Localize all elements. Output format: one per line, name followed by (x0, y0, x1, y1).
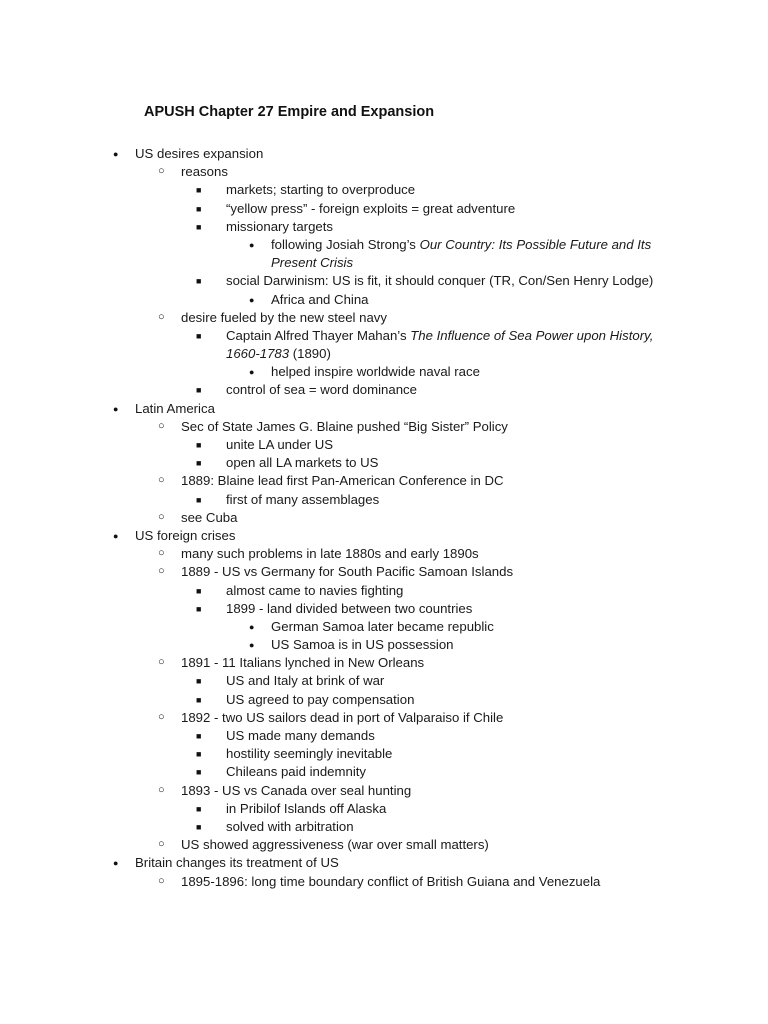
bullet-marker: ○ (158, 310, 165, 323)
outline-item-text (271, 618, 494, 636)
outline-item-text (226, 818, 354, 836)
outline-item-text (226, 381, 417, 399)
text-run: US agreed to pay compensation (226, 691, 415, 707)
bullet-marker: ○ (158, 710, 165, 723)
outline-item-level-3 (0, 454, 768, 472)
bullet-marker: ■ (196, 676, 202, 687)
outline-item-level-3 (0, 818, 768, 836)
outline-item-text (226, 454, 378, 472)
outline-item-level-4 (0, 618, 768, 636)
outline-item-text (226, 218, 333, 236)
outline-item-text (226, 672, 384, 690)
text-run: first of many assemblages (226, 491, 380, 507)
outline-item-text (181, 563, 513, 581)
outline-item-text (181, 782, 411, 800)
bullet-marker: ■ (196, 203, 202, 214)
outline-item-level-2 (0, 472, 768, 490)
text-run: Chileans paid indemnity (226, 764, 367, 780)
outline-item-text (181, 418, 508, 436)
bullet-marker: ■ (196, 458, 202, 469)
outline-item-text (226, 745, 392, 763)
text-run: following Josiah Strong’s (271, 236, 420, 252)
outline-item-level-1 (0, 527, 768, 545)
text-run: 1899 - land divided between two countries (226, 600, 473, 616)
outline-item-level-2 (0, 309, 768, 327)
text-run: desire fueled by the new steel navy (181, 309, 387, 325)
bullet-marker: ● (113, 403, 119, 414)
outline-item-continuation (0, 345, 768, 363)
text-run: 1889 - US vs Germany for South Pacific Samoan Islands (181, 564, 514, 580)
text-run: German Samoa later became republic (271, 618, 494, 634)
bullet-marker: ■ (196, 731, 202, 741)
text-run: US foreign crises (135, 527, 236, 543)
bullet-marker: ■ (196, 603, 202, 614)
text-run: social Darwinism: US is fit, it should conquer (TR, Con/Sen Henry Lodge) (226, 273, 654, 289)
bullet-marker: ○ (158, 165, 165, 178)
bullet-marker: ● (249, 640, 255, 651)
outline-item-level-1 (0, 400, 768, 418)
outline-item-level-1 (0, 854, 768, 872)
outline-item-level-3 (0, 691, 768, 709)
outline-item-text (226, 327, 653, 345)
outline-item-text (181, 873, 600, 891)
outline-item-level-3 (0, 381, 768, 399)
text-run: US showed aggressiveness (war over small matters) (181, 837, 489, 853)
text-run: Africa and China (271, 291, 369, 307)
bullet-marker: ■ (196, 821, 202, 832)
outline-item-text (181, 472, 504, 490)
text-run: control of sea = word dominance (226, 382, 417, 398)
text-run: 1891 - 11 Italians lynched in New Orleans (181, 655, 425, 671)
outline-item-level-2 (0, 782, 768, 800)
bullet-marker: ● (249, 294, 255, 305)
outline-item-level-2 (0, 163, 768, 181)
italic-title-text: The Influence of Sea Power upon History, (410, 327, 654, 343)
outline-item-text (226, 582, 403, 600)
italic-title-text: 1660-1783 (226, 346, 290, 362)
outline-item-level-2 (0, 509, 768, 527)
outline-item-level-3 (0, 491, 768, 509)
text-run: reasons (181, 164, 228, 180)
bullet-marker: ■ (196, 494, 202, 505)
outline-item-text (181, 509, 237, 527)
outline-item-text (271, 254, 353, 272)
outline-item-level-3 (0, 582, 768, 600)
outline-item-level-3 (0, 272, 768, 290)
bullet-marker: ■ (196, 185, 202, 196)
outline-item-level-2 (0, 654, 768, 672)
bullet-marker: ○ (158, 547, 165, 560)
text-run: hostility seemingly inevitable (226, 746, 393, 762)
outline-item-text (181, 309, 387, 327)
outline-item-text (226, 436, 333, 454)
text-run: “yellow press” - foreign exploits = great adventure (226, 200, 516, 216)
outline-item-text (226, 727, 375, 745)
bullet-marker: ■ (196, 385, 202, 396)
outline-item-level-3 (0, 800, 768, 818)
outline-item-level-3 (0, 672, 768, 690)
bullet-marker: ○ (158, 874, 165, 887)
text-run: markets; starting to overproduce (226, 182, 416, 198)
bullet-marker: ○ (158, 783, 165, 796)
outline-item-level-1 (0, 145, 768, 163)
outline-item-level-3 (0, 218, 768, 236)
bullet-marker: ■ (196, 276, 202, 287)
text-run: Britain changes its treatment of US (135, 855, 339, 871)
bullet-marker: ■ (196, 767, 202, 778)
italic-title-text: Present Crisis (271, 255, 354, 271)
outline-item-continuation (0, 254, 768, 272)
text-run: helped inspire worldwide naval race (271, 364, 480, 380)
outline-item-level-3 (0, 745, 768, 763)
outline-item-level-2 (0, 418, 768, 436)
outline-item-text (226, 345, 331, 363)
outline-item-level-4 (0, 291, 768, 309)
bullet-marker: ○ (158, 419, 165, 432)
text-run: US and Italy at brink of war (226, 673, 385, 689)
text-run: (1890) (289, 346, 331, 362)
outline-item-level-2 (0, 709, 768, 727)
outline-item-text (226, 272, 653, 290)
bullet-marker: ● (249, 367, 255, 378)
outline-item-level-3 (0, 727, 768, 745)
outline-item-text (271, 291, 369, 309)
bullet-marker: ■ (196, 221, 202, 232)
text-run: almost came to navies fighting (226, 582, 404, 598)
outline-item-text (135, 854, 339, 872)
italic-title-text: Our Country: Its Possible Future and Its (419, 236, 652, 252)
outline-item-text (181, 836, 489, 854)
outline-item-text (226, 800, 386, 818)
bullet-marker: ○ (158, 510, 165, 523)
text-run: US made many demands (226, 728, 375, 743)
bullet-marker: ○ (158, 565, 165, 578)
outline-item-level-2 (0, 873, 768, 891)
bullet-marker: ○ (158, 474, 165, 487)
outline-item-text (226, 181, 415, 199)
document-title: APUSH Chapter 27 Empire and Expansion (144, 104, 435, 120)
outline-item-text (226, 491, 379, 509)
text-run: Sec of State James G. Blaine pushed “Big Sister” Policy (181, 418, 508, 434)
bullet-marker: ■ (196, 803, 202, 814)
text-run: Latin America (135, 400, 215, 416)
text-run: US Samoa is in US possession (271, 637, 454, 653)
outline-item-level-2 (0, 563, 768, 581)
outline-list (0, 145, 768, 891)
outline-item-text (135, 527, 235, 545)
text-run: solved with arbitration (226, 818, 354, 834)
outline-item-level-3 (0, 181, 768, 199)
outline-item-text (271, 636, 454, 654)
outline-item-text (226, 600, 472, 618)
text-run: Captain Alfred Thayer Mahan’s (226, 327, 411, 343)
text-run: missionary targets (226, 218, 334, 234)
text-run: many such problems in late 1880s and early 1890s (181, 546, 479, 562)
bullet-marker: ● (113, 530, 119, 541)
bullet-marker: ● (113, 149, 119, 159)
bullet-marker: ■ (196, 694, 202, 705)
bullet-marker: ● (249, 621, 255, 632)
text-run: 1889: Blaine lead first Pan-American Conference in DC (181, 473, 504, 489)
bullet-marker: ○ (158, 838, 165, 851)
text-run: 1895-1896: long time boundary conflict of British Guiana and Venezuela (181, 873, 601, 889)
text-run: 1892 - two US sailors dead in port of Valparaiso if Chile (181, 709, 504, 725)
outline-item-text (181, 654, 424, 672)
outline-item-text (135, 400, 215, 418)
outline-item-level-3 (0, 600, 768, 618)
text-run: unite LA under US (226, 437, 334, 452)
outline-item-level-4 (0, 236, 768, 254)
outline-item-level-2 (0, 836, 768, 854)
text-run: see Cuba (181, 509, 238, 525)
outline-item-text (226, 763, 366, 781)
outline-item-level-2 (0, 545, 768, 563)
outline-item-level-3 (0, 436, 768, 454)
text-run: in Pribilof Islands off Alaska (226, 800, 387, 816)
text-run: open all LA markets to US (226, 455, 379, 471)
outline-item-text (226, 691, 414, 709)
outline-item-text (181, 163, 228, 181)
text-run: 1893 - US vs Canada over seal hunting (181, 782, 412, 798)
outline-item-text (135, 145, 263, 163)
text-run: US desires expansion (135, 146, 264, 161)
outline-item-text (181, 545, 479, 563)
bullet-marker: ● (113, 858, 119, 869)
outline-item-level-3 (0, 327, 768, 345)
outline-item-level-4 (0, 636, 768, 654)
outline-item-level-4 (0, 363, 768, 381)
outline-item-level-3 (0, 200, 768, 218)
bullet-marker: ■ (196, 330, 202, 341)
bullet-marker: ○ (158, 656, 165, 669)
outline-item-level-3 (0, 763, 768, 781)
bullet-marker: ■ (196, 585, 202, 596)
bullet-marker: ● (249, 239, 255, 250)
bullet-marker: ■ (196, 749, 202, 760)
outline-item-text (271, 236, 651, 254)
outline-item-text (226, 200, 515, 218)
bullet-marker: ■ (196, 440, 202, 450)
outline-item-text (271, 363, 480, 381)
outline-item-text (181, 709, 503, 727)
